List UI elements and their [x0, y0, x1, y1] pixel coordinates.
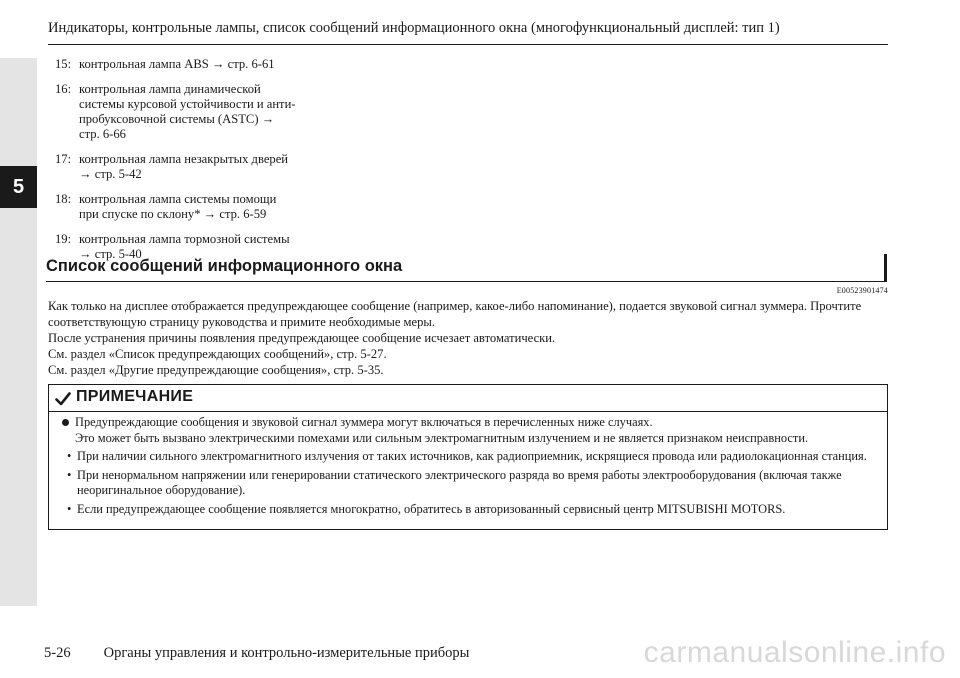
watermark: carmanualsonline.info [643, 636, 946, 669]
lamp-item-number: 19: [55, 232, 72, 246]
lamp-item-text: контрольная лампа динамической системы курсовой устойчивости и анти- пробуксовочной системы (ASTC) → стр. 6-66 [79, 82, 296, 141]
lamp-list [55, 57, 345, 272]
body-line: соответствующую страницу руководства и примите необходимые меры. [48, 315, 436, 329]
lamp-item-text: контрольная лампа ABS → стр. 6-61 [79, 57, 275, 71]
lamp-item-number: 18: [55, 192, 72, 206]
note-main-line: Это может быть вызвано электрическими помехами или сильным электромагнитным излучением и не является признаком неисправности. [75, 430, 809, 445]
chapter-side-band [0, 58, 37, 606]
note-sub-bullet: • [67, 467, 72, 482]
bullet-dot-icon [62, 419, 69, 426]
note-sub-bullet: • [67, 449, 72, 463]
note-sub-item [61, 468, 876, 499]
note-main-item [61, 415, 876, 446]
section-body [48, 298, 898, 378]
body-line: После устранения причины появления предупреждающее сообщение исчезает автоматически. [48, 331, 556, 345]
lamp-item-text: контрольная лампа системы помощи при спуске по склону* → стр. 6-59 [79, 192, 277, 221]
chapter-tab: 5 [0, 166, 37, 208]
checkmark-icon [55, 391, 71, 407]
footer-chapter-title: Органы управления и контрольно-измерительные приборы [103, 645, 470, 661]
note-sub-text: Если предупреждающее сообщение появляется многократно, обратитесь в авторизованный сервисный центр MITSUBISHI MOTORS. [77, 501, 786, 516]
section-heading: Список сообщений информационного окна [46, 257, 403, 275]
note-main-line: Предупреждающие сообщения и звуковой сигнал зуммера могут включаться в перечисленных ниже случаях. [75, 415, 653, 429]
note-body [61, 415, 876, 520]
lamp-item-number: 16: [55, 82, 72, 96]
reference-code: E00523901474 [836, 286, 888, 295]
note-title: ПРИМЕЧАНИЕ [76, 388, 194, 405]
lamp-item-number: 15: [55, 57, 72, 71]
page-number: 5-26 [44, 645, 71, 661]
body-line: См. раздел «Другие предупреждающие сообщения», стр. 5-35. [48, 363, 384, 377]
note-header [49, 385, 887, 412]
lamp-list-item [55, 57, 345, 72]
lamp-list-item [55, 152, 345, 182]
page-footer [44, 645, 469, 662]
body-line: См. раздел «Список предупреждающих сообщений», стр. 5-27. [48, 347, 387, 361]
note-sub-item [61, 449, 876, 465]
header-rule [48, 44, 888, 45]
lamp-list-item [55, 82, 345, 142]
section-heading-box [46, 254, 887, 282]
lamp-item-number: 17: [55, 152, 72, 166]
note-box [48, 384, 888, 530]
note-sub-bullet: • [67, 501, 72, 516]
note-sub-item [61, 502, 876, 518]
lamp-item-text: контрольная лампа тормозной системы → стр. 5-40 [79, 232, 290, 261]
note-sub-text: При ненормальном напряжении или генерировании статического электрического разряда во время работы электрооборудования (включая также неоригинальное оборудование). [77, 467, 842, 497]
note-sub-text: При наличии сильного электромагнитного излучения от таких источников, как радиоприемник, искрящиеся провода или радиолокационная станция. [77, 449, 867, 463]
body-line: Как только на дисплее отображается предупреждающее сообщение (например, какое-либо напоминание), подается звуковой сигнал зуммера. Прочтите [48, 299, 862, 313]
running-header: Индикаторы, контрольные лампы, список сообщений информационного окна (многофункциональный дисплей: тип 1) [48, 20, 780, 36]
lamp-item-text: контрольная лампа незакрытых дверей → стр. 5-42 [79, 152, 289, 181]
lamp-list-item [55, 192, 345, 222]
